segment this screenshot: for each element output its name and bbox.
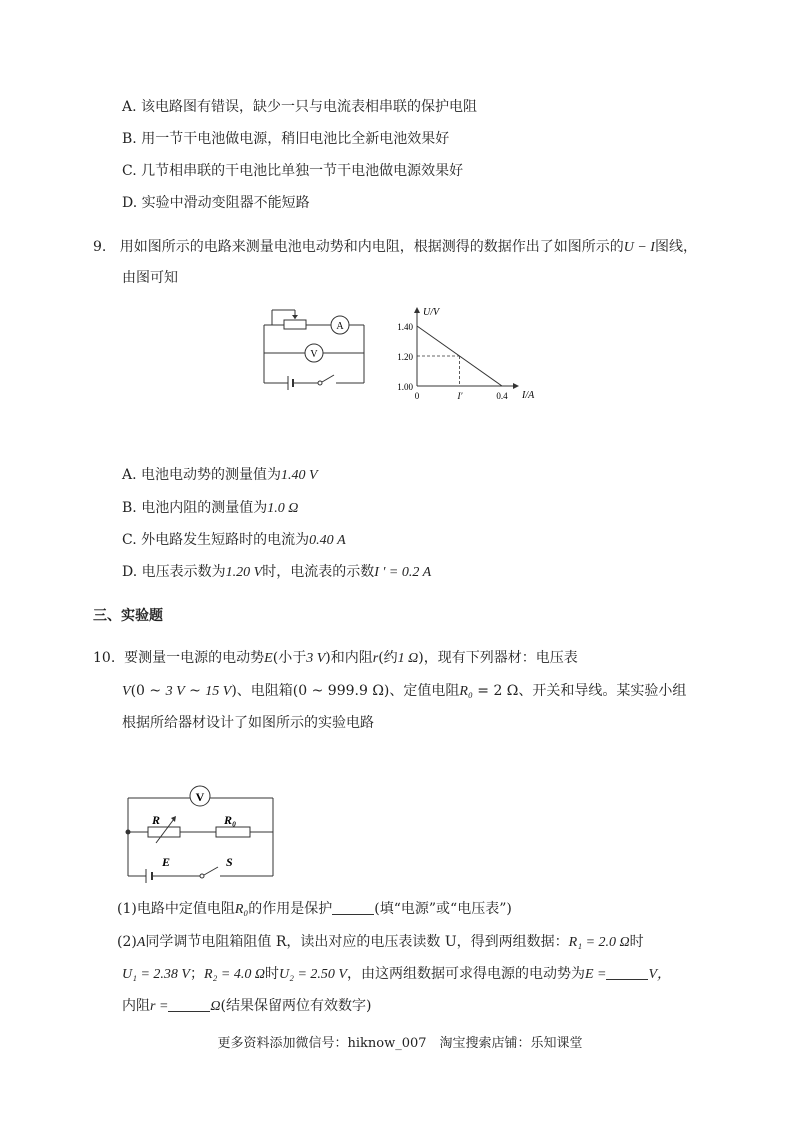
- stem-text: 的作用是保护: [248, 901, 333, 917]
- ammeter-label: A: [336, 321, 344, 332]
- q10-stem-line1: [93, 648, 578, 669]
- option-text: 用一节干电池做电源，稍旧电池比全新电池效果好: [141, 131, 450, 147]
- math-ui: U − I: [623, 240, 655, 255]
- option-letter: D.: [122, 564, 138, 580]
- option-letter: C.: [122, 532, 137, 548]
- stem-text: 时: [264, 966, 279, 982]
- question-number: 10.: [93, 650, 116, 666]
- option-math: I ′ = 0.2 A: [374, 565, 432, 580]
- stem-text: )，现有下列器材：电压表: [418, 650, 578, 666]
- q8-option-a: [122, 97, 477, 117]
- stem-text: 由图可知: [122, 270, 178, 286]
- q9-ui-graph: [388, 302, 548, 406]
- q10-sub2-line1: [117, 932, 644, 953]
- stem-text: )、电阻箱(0 ~ 999.9 Ω)、定值电阻: [231, 683, 460, 699]
- option-text: 几节相串联的干电池比单独一节干电池做电源效果好: [141, 163, 464, 179]
- stem-text: 要测量一电源的电动势: [124, 650, 265, 666]
- option-math: 0.40 A: [309, 533, 346, 548]
- x-axis-label: I/A: [522, 390, 535, 401]
- q9-option-d: [122, 562, 431, 583]
- stem-text: )和内阻: [325, 650, 373, 666]
- math-r0: R₀: [459, 684, 473, 699]
- answer-blank[interactable]: [332, 900, 374, 915]
- math-e: E: [264, 651, 273, 666]
- math-r: r =: [150, 999, 169, 1014]
- y-tick-label: 1.40: [397, 322, 413, 332]
- q9-option-a: [122, 465, 318, 486]
- option-math: 1.20 V: [225, 565, 263, 580]
- switch-label: S: [226, 855, 233, 869]
- junction-dot: [126, 830, 131, 835]
- stem-text: ，由这两组数据可求得电源的电动势为: [346, 966, 585, 982]
- q10-sub2-line2: [122, 964, 671, 985]
- battery-label: E: [162, 855, 171, 869]
- unit-ohm: Ω: [210, 999, 221, 1014]
- option-math: 1.40 V: [281, 468, 318, 483]
- fixed-resistor-label: R₀: [224, 813, 237, 827]
- math-r0: R₀: [234, 902, 249, 917]
- math-15v: 15 V: [205, 684, 232, 699]
- q8-option-b: [122, 129, 449, 149]
- option-letter: B.: [122, 500, 137, 516]
- option-letter: D.: [122, 195, 138, 211]
- stem-text: (1)电路中定值电阻: [117, 901, 235, 917]
- q10-stem-line3: [122, 713, 374, 733]
- q9-stem-line1: [93, 237, 697, 258]
- option-text: 电压表示数为: [141, 564, 226, 580]
- stem-text: 时: [629, 934, 644, 950]
- resistor-box-label: R: [152, 813, 161, 827]
- q9-option-c: [122, 530, 346, 551]
- math-u1: U₁ = 2.38 V: [122, 967, 190, 982]
- option-text: 电池内阻的测量值为: [141, 500, 268, 516]
- stem-text: ；: [189, 966, 204, 982]
- option-text: 该电路图有错误，缺少一只与电流表相串联的保护电阻: [141, 99, 478, 115]
- math-3v: 3 V: [306, 651, 326, 666]
- q9-stem-line2: [122, 268, 178, 288]
- q8-option-c: [122, 161, 463, 181]
- q10-circuit-diagram: [118, 780, 280, 884]
- y-tick-label: 1.00: [397, 382, 413, 392]
- option-letter: A.: [122, 467, 137, 483]
- x-tick-label: 0: [414, 391, 420, 401]
- stem-text: (填“电源”或“电压表”): [374, 901, 512, 917]
- section-title: 三、实验题: [93, 608, 163, 624]
- math-u2: U₂ = 2.50 V: [278, 967, 347, 982]
- stem-text: (结果保留两位有效数字): [220, 998, 372, 1014]
- math-e: E =: [584, 967, 607, 982]
- q9-circuit-diagram: [258, 300, 370, 396]
- stem-text: (约: [378, 650, 398, 666]
- q10-sub2-line3: [122, 996, 371, 1017]
- voltmeter-label: V: [310, 349, 318, 360]
- math-r: r: [372, 651, 379, 666]
- unit-v: V，: [648, 967, 672, 982]
- stem-text: 内阻: [122, 998, 150, 1014]
- stem-text: (2): [117, 934, 137, 950]
- stem-text: 用如图所示的电路来测量电池电动势和内电阻，根据测得的数据作出了如图所示的: [119, 239, 624, 255]
- stem-text: (0 ~: [130, 683, 166, 699]
- x-tick-label: 0.4: [496, 391, 508, 401]
- q9-option-b: [122, 498, 298, 519]
- stem-text: ~: [184, 683, 206, 699]
- question-number: 9.: [93, 239, 107, 255]
- math-3v: 3 V: [165, 684, 185, 699]
- option-text: 实验中滑动变阻器不能短路: [141, 195, 310, 211]
- option-text: 电池电动势的测量值为: [141, 467, 282, 483]
- answer-blank[interactable]: [606, 965, 648, 980]
- option-math: 1.0 Ω: [267, 501, 299, 516]
- option-letter: C.: [122, 163, 137, 179]
- y-tick-label: 1.20: [397, 352, 413, 362]
- q10-stem-line2: [122, 681, 686, 702]
- x-tick-label: I′: [457, 391, 463, 401]
- stem-text: 根据所给器材设计了如图所示的实验电路: [122, 715, 374, 731]
- math-v: V: [122, 684, 131, 699]
- q10-sub1: [117, 899, 512, 920]
- page-footer: 更多资料添加微信号：hiknow_007 淘宝搜索店铺：乐知课堂: [217, 1036, 583, 1051]
- stem-text: 同学调节电阻箱阻值 R，读出对应的电压表读数 U，得到两组数据：: [145, 934, 569, 950]
- y-axis-label: U/V: [423, 307, 440, 318]
- rheostat-arrow: [171, 816, 176, 822]
- q8-option-d: [122, 193, 310, 213]
- stem-text: 图线，: [654, 239, 697, 255]
- math-r2: R₂ = 4.0 Ω: [203, 967, 265, 982]
- option-letter: A.: [122, 99, 137, 115]
- option-text: 时，电流表的示数: [262, 564, 375, 580]
- math-r1: R₁ = 2.0 Ω: [568, 935, 630, 950]
- option-letter: B.: [122, 131, 137, 147]
- math-a: A: [136, 935, 146, 950]
- option-text: 外电路发生短路时的电流为: [141, 532, 310, 548]
- stem-text: = 2 Ω、开关和导线。某实验小组: [472, 683, 687, 699]
- answer-blank[interactable]: [168, 997, 210, 1012]
- voltmeter-label: V: [195, 790, 205, 804]
- stem-text: (小于: [272, 650, 307, 666]
- math-1ohm: 1 Ω: [397, 651, 419, 666]
